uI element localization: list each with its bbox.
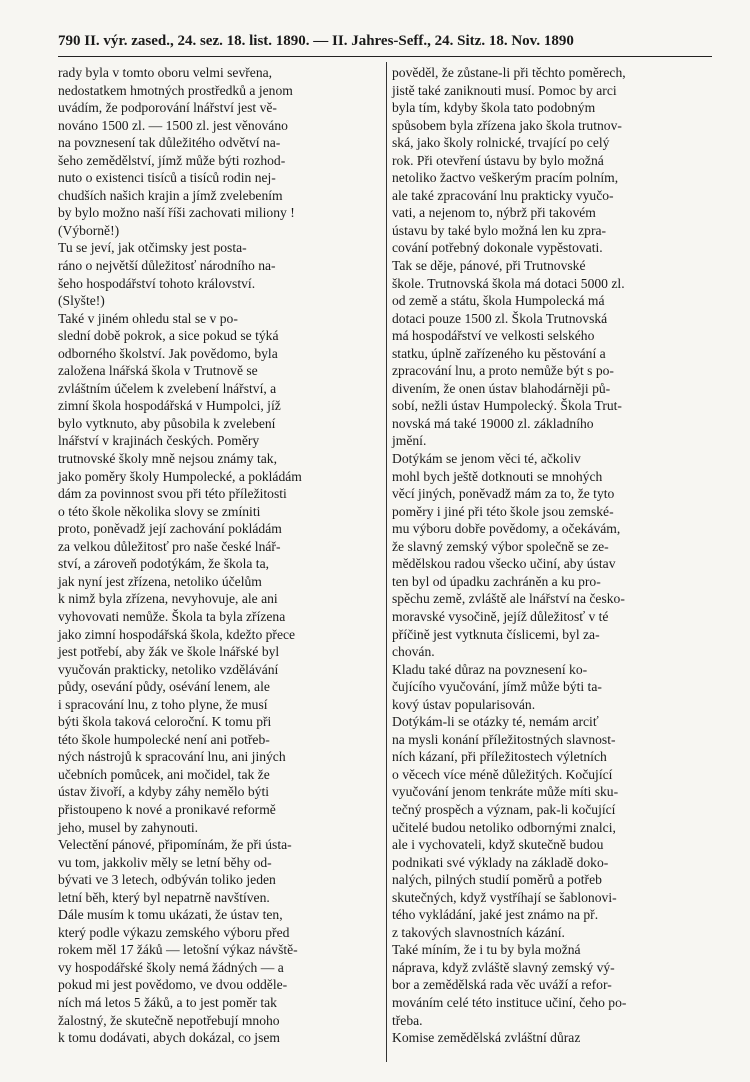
- text-line: ale také zpracování lnu prakticky vyučo-: [392, 187, 614, 203]
- text-line: na mysli konání příležitostných slavnost-: [392, 731, 616, 747]
- text-line: věcí jiných, poněvadž mám za to, že tyto: [392, 486, 615, 502]
- text-line: Kladu také důraz na povznesení ko-: [392, 661, 588, 677]
- text-line: Tak se děje, pánové, při Trutnovské: [392, 258, 586, 274]
- text-line: cování potřebný dokonale vypěstovati.: [392, 240, 603, 256]
- text-line: žalostný, že skutečně nepotřebují mnoho: [58, 1012, 280, 1028]
- text-line: škole. Trutnovská škola má dotaci 5000 zl.: [392, 275, 625, 291]
- text-line: k nimž byla zřízena, nevyhovuje, ale ani: [58, 591, 278, 607]
- text-line: Dotýkám se jenom věci té, ačkoliv: [392, 451, 581, 467]
- text-line: netoliko žactvo veškerým pracím polním,: [392, 170, 619, 186]
- text-line: vu tom, jakkoliv měly se letní běhy od-: [58, 854, 272, 870]
- text-line: lnářství v krajinách českých. Poměry: [58, 433, 260, 449]
- text-line: mohl bych ještě dotknouti se mnohých: [392, 468, 603, 484]
- text-line: ten byl od úpadku zachráněn a ku pro-: [392, 573, 601, 589]
- text-line: ústav živoří, a kdyby záhy nemělo býti: [58, 784, 270, 800]
- text-line: pokud mi jest povědomo, ve dvou odděle-: [58, 977, 288, 993]
- text-line: byla tím, kdyby škola tato podobným: [392, 100, 596, 116]
- text-line: zpracování lnu, a proto nemůže být s po-: [392, 363, 614, 379]
- text-line: nalých, pilných studií poměrů a potřeb: [392, 872, 602, 888]
- text-line: novská má také 19000 zl. základního: [392, 415, 594, 431]
- text-line: jistě také zaniknouti musí. Pomoc by arci: [392, 82, 617, 98]
- text-line: k tomu dodávati, abych dokázal, co jsem: [58, 1030, 280, 1046]
- text-line: trutnovské školy mně nejsou známy tak,: [58, 451, 277, 467]
- text-line: ních má letos 5 žáků, a to jest poměr tak: [58, 994, 277, 1010]
- text-line: sobí, nežli ústav Humpolecký. Škola Trut-: [392, 398, 622, 414]
- text-line: by bylo možno naší říši zachovati miliony !: [58, 205, 295, 221]
- text-line: proto, poněvadž její zachování pokládám: [58, 521, 282, 537]
- text-line: spůsobem byla zřízena jako škola trutnov-: [392, 117, 622, 133]
- text-line: třeba.: [392, 1012, 423, 1028]
- text-line: spěchu země, zvláště ale lnářství na česko-: [392, 591, 625, 607]
- page-header: 790 II. výr. zased., 24. sez. 18. list. 1890. — II. Jahres-Seff., 24. Sitz. 18. Nov. 1890: [58, 33, 574, 49]
- text-line: vyhovovati nemůže. Škola ta byla zřízena: [58, 608, 286, 624]
- text-line: Komise zemědělská zvláštní důraz: [392, 1030, 581, 1046]
- text-line: nedostatkem hmotných prostředků a jenom: [58, 82, 293, 98]
- text-line: mováním celé této instituce učiní, čeho po-: [392, 994, 627, 1010]
- text-line: poměry i jiné při této škole jsou zemské-: [392, 503, 614, 519]
- text-line: rady byla v tomto oboru velmi sevřena,: [58, 65, 273, 80]
- text-line: rok. Při otevření ústavu by bylo možná: [392, 152, 604, 168]
- text-line: bor a zemědělská rada věc uváží a refor-: [392, 977, 612, 993]
- text-line: ale i vychovateli, když skutečně budou: [392, 837, 604, 853]
- text-line: jako zimní hospodářská škola, kdežto přece: [58, 626, 296, 642]
- text-line: této škole humpolecké není ani potřeb-: [58, 731, 270, 747]
- text-line: mu výboru dobře povědomy, a očekávám,: [392, 521, 621, 537]
- text-line: zimní škola hospodářská v Humpolci, jíž: [58, 398, 281, 414]
- text-line: podnikati své výklady na základě doko-: [392, 854, 609, 870]
- text-line: pověděl, že zůstane-li při těchto poměrech,: [392, 65, 626, 80]
- text-line: jmění.: [392, 433, 427, 449]
- text-line: (Výborně!): [58, 222, 120, 238]
- text-line: divením, že onen ústav blahodárněji pů-: [392, 380, 611, 396]
- text-line: jest potřebí, aby žák ve škole lnářské byl: [58, 644, 280, 660]
- header-rule: [58, 56, 712, 57]
- column-divider: [386, 62, 387, 1062]
- text-line: na povznesení tak důležitého odvětví na-: [58, 135, 281, 151]
- text-line: má hospodářství ve velkosti selského: [392, 328, 595, 344]
- text-line: založena lnářská škola v Trutnově se: [58, 363, 258, 379]
- text-line: ství, a zároveň podotýkám, že škola ta,: [58, 556, 270, 572]
- text-line: moravské vysočině, jejíž důležitosť v té: [392, 608, 609, 624]
- text-line: o věcech více méně důležitých. Kočující: [392, 766, 613, 782]
- text-line: letní běh, který byl nepatrně navštíven.: [58, 889, 270, 905]
- text-line: Dále musím k tomu ukázati, že ústav ten,: [58, 907, 283, 923]
- text-line: ráno o největší důležitosť národního na-: [58, 258, 276, 274]
- text-line: tého vykládání, jaké jest známo na př.: [392, 907, 599, 923]
- text-line: odborného školství. Jak povědomo, byla: [58, 345, 278, 361]
- text-line: nováno 1500 zl. — 1500 zl. jest věnováno: [58, 117, 288, 133]
- text-line: ných nástrojů k spracování lnu, ani jiných: [58, 749, 286, 765]
- right-column: [392, 64, 712, 1047]
- text-line: býti škola taková celoroční. K tomu při: [58, 714, 272, 730]
- text-line: vyučován prakticky, netoliko vzdělávání: [58, 661, 279, 677]
- text-line: z takových slavnostních kázání.: [392, 924, 565, 940]
- text-line: od země a státu, škola Humpolecká má: [392, 293, 605, 309]
- text-line: učitelé budou netoliko odbornými znalci,: [392, 819, 616, 835]
- text-line: který podle výkazu zemského výboru před: [58, 924, 290, 940]
- text-line: Tu se jeví, jak otčimsky jest posta-: [58, 240, 247, 256]
- left-column: [58, 64, 382, 1047]
- text-line: i spracování lnu, z toho plyne, že musí: [58, 696, 268, 712]
- text-line: přistoupeno k nové a pronikavé reformě: [58, 801, 276, 817]
- text-line: slední době pokrok, a sice pokud se týká: [58, 328, 279, 344]
- text-line: Také v jiném ohledu stal se v po-: [58, 310, 238, 326]
- text-line: uvádím, že podporování lnářství jest vě-: [58, 100, 277, 116]
- text-line: Dotýkám-li se otázky té, nemám arciť: [392, 714, 599, 730]
- text-line: šeho zemědělství, jímž může býti rozhod-: [58, 152, 286, 168]
- text-line: půdy, osevání půdy, osévání lenem, ale: [58, 679, 270, 695]
- text-line: (Slyšte!): [58, 293, 105, 309]
- text-line: dotaci pouze 1500 zl. Škola Trutnovská: [392, 310, 608, 326]
- text-line: bylo vytknuto, aby působila k zvelebení: [58, 415, 276, 431]
- text-line: že slavný zemský výbor společně se ze-: [392, 538, 609, 554]
- text-line: statku, úplně zařízeného ku pěstování a: [392, 345, 606, 361]
- text-line: chován.: [392, 644, 435, 660]
- text-line: dám za povinnost svou při této příležitosti: [58, 486, 287, 502]
- text-line: tečný prospěch a význam, pak-li kočující: [392, 801, 616, 817]
- text-line: zvláštním účelem k zvelebení lnářství, a: [58, 380, 277, 396]
- text-line: příčině jest vytknuta číslicemi, byl za-: [392, 626, 600, 642]
- text-line: vati, a nejenom to, nýbrž při takovém: [392, 205, 596, 221]
- text-line: kový ústav popularisován.: [392, 696, 536, 712]
- text-line: čujícího vyučování, jímž může býti ta-: [392, 679, 602, 695]
- text-line: Velectění pánové, připomínám, že při ústa-: [58, 837, 292, 853]
- text-line: nuto o existenci tisíců a tisíců rodin nej-: [58, 170, 276, 186]
- text-line: učebních pomůcek, ani močidel, tak že: [58, 766, 270, 782]
- text-line: jeho, musel by zahynouti.: [58, 819, 199, 835]
- text-line: jak nyní jest zřízena, netoliko účelům: [58, 573, 262, 589]
- text-line: chudších našich krajin a jímž zvelebením: [58, 187, 283, 203]
- text-line: Také míním, že i tu by byla možná: [392, 942, 581, 958]
- text-line: vyučování jenom tenkráte může míti sku-: [392, 784, 619, 800]
- text-line: mědělskou radou všecko učiní, aby ústav: [392, 556, 616, 572]
- text-line: bývati ve 3 letech, odbýván toliko jeden: [58, 872, 276, 888]
- text-line: šeho hospodářství tohoto království.: [58, 275, 256, 291]
- text-line: ská, jako školy rolnické, trvající po celý: [392, 135, 610, 151]
- text-line: ních kázaní, při příležitostech výletních: [392, 749, 607, 765]
- text-line: náprava, když zvláště slavný zemský vý-: [392, 959, 615, 975]
- text-line: ústavu by také bylo možná len ku zpra-: [392, 222, 607, 238]
- text-line: jako poměry školy Humpolecké, a pokládám: [58, 468, 302, 484]
- text-line: vy hospodářské školy nemá žádných — a: [58, 959, 284, 975]
- text-line: skutečných, když vystříhají se šablonovi-: [392, 889, 617, 905]
- text-line: za velkou důležitosť pro naše české lnář-: [58, 538, 281, 554]
- text-line: o této škole několika slovy se zmíniti: [58, 503, 261, 519]
- text-line: rokem měl 17 žáků — letošní výkaz návště-: [58, 942, 298, 958]
